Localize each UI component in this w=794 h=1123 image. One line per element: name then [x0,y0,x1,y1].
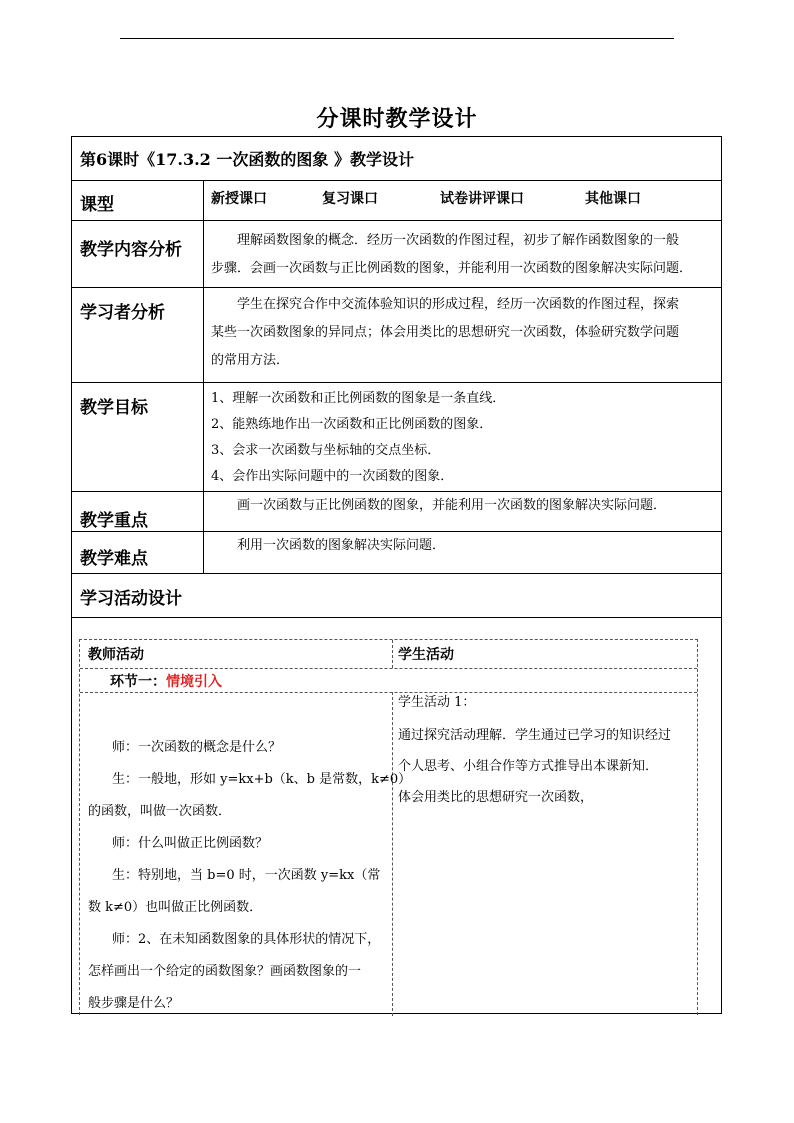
teacher-activity-content [88,732,412,1020]
activity-table [79,639,698,1015]
content-analysis-row [72,221,721,288]
body-column-divider [392,692,393,1016]
content-analysis-line: 理解函数图象的概念．经历一次函数的作图过程，初步了解作函数图象的一般 [237,233,680,248]
teacher-line: 师：一次函数的概念是什么？ [112,740,282,755]
stage-heading [110,671,222,691]
learner-analysis-label: 学习者分析 [80,303,165,323]
course-type-option-other[interactable]: 其他课口 [585,191,641,207]
lesson-title-row [72,137,721,181]
student-line: 体会用类比的思想研究一次函数， [398,790,594,805]
activity-design-row [72,574,721,618]
key-points-text: 画一次函数与正比例函数的图象，并能利用一次函数的图象解决实际问题． [237,498,667,513]
student-activity-header: 学生活动 [398,647,454,663]
teacher-line: 生：特别地，当 b=0 时，一次函数 y=kx（常 [112,868,381,883]
learner-analysis-line: 的常用方法． [211,353,290,368]
document-title: 分课时教学设计 [316,106,478,132]
objective-item: 4、会作出实际问题中的一次函数的图象． [211,469,454,484]
stage-prefix: 环节一： [110,674,166,690]
learner-analysis-line: 学生在探究合作中交流体验知识的形成过程，经历一次函数的作图过程，探索 [237,297,680,312]
key-points-row [72,492,721,532]
difficulties-label: 教学难点 [80,549,148,569]
objectives-list [211,386,713,490]
learner-analysis-line: 某些一次函数图象的异同点；体会用类比的思想研究一次函数，体验研究数学问题 [211,325,680,340]
objectives-label: 教学目标 [80,398,148,418]
teacher-line: 数 k≠0）也叫做正比例函数． [88,900,263,915]
student-line: 通过探究活动理解．学生通过已学习的知识经过 [398,728,672,743]
teacher-line: 般步骤是什么？ [88,996,180,1011]
teacher-line: 师：什么叫做正比例函数？ [112,836,269,851]
lesson-plan-table [71,136,722,1014]
course-type-option-exam-review[interactable]: 试卷讲评课口 [440,191,524,207]
objective-item: 3、会求一次函数与坐标轴的交点坐标． [211,443,441,458]
student-activity-content [398,692,694,813]
content-analysis-line: 步骤．会画一次函数与正比例函数的图象，并能利用一次函数的图象解决实际问题． [211,261,693,276]
student-line: 学生活动 1： [398,695,476,710]
course-type-option-review[interactable]: 复习课口 [322,191,378,207]
teacher-line: 的函数，叫做一次函数． [88,804,232,819]
difficulties-row [72,532,721,574]
difficulties-text: 利用一次函数的图象解决实际问题． [237,538,446,553]
activity-header-divider [80,668,697,669]
learner-analysis-row [72,288,721,383]
stage-name: 情境引入 [166,674,222,690]
activity-design-label: 学习活动设计 [80,589,182,609]
student-line: 个人思考、小组合作等方式推导出本课新知． [398,759,659,774]
objective-item: 2、能熟练地作出一次函数和正比例函数的图象． [211,417,493,432]
header-column-divider [392,640,393,668]
lesson-title: 第6课时《17.3.2 一次函数的图象 》教学设计 [80,150,414,169]
teacher-line: 怎样画出一个给定的函数图象？画函数图象的一 [88,964,362,979]
content-analysis-label: 教学内容分析 [80,240,182,260]
content-analysis-text [211,227,713,283]
course-type-option-new[interactable]: 新授课口 [211,191,267,207]
objective-item: 1、理解一次函数和正比例函数的图象是一条直线． [211,391,506,406]
header-rule [120,38,674,39]
objectives-row [72,383,721,492]
teacher-activity-header: 教师活动 [88,647,144,663]
learner-analysis-text [211,291,713,375]
label-column-divider [203,181,204,574]
teacher-line: 师：2、在未知函数图象的具体形状的情况下， [112,932,381,947]
course-type-label: 课型 [80,195,114,215]
teacher-line: 生：一般地，形如 y=kx+b（k、b 是常数，k≠0） [112,772,412,787]
key-points-label: 教学重点 [80,511,148,531]
